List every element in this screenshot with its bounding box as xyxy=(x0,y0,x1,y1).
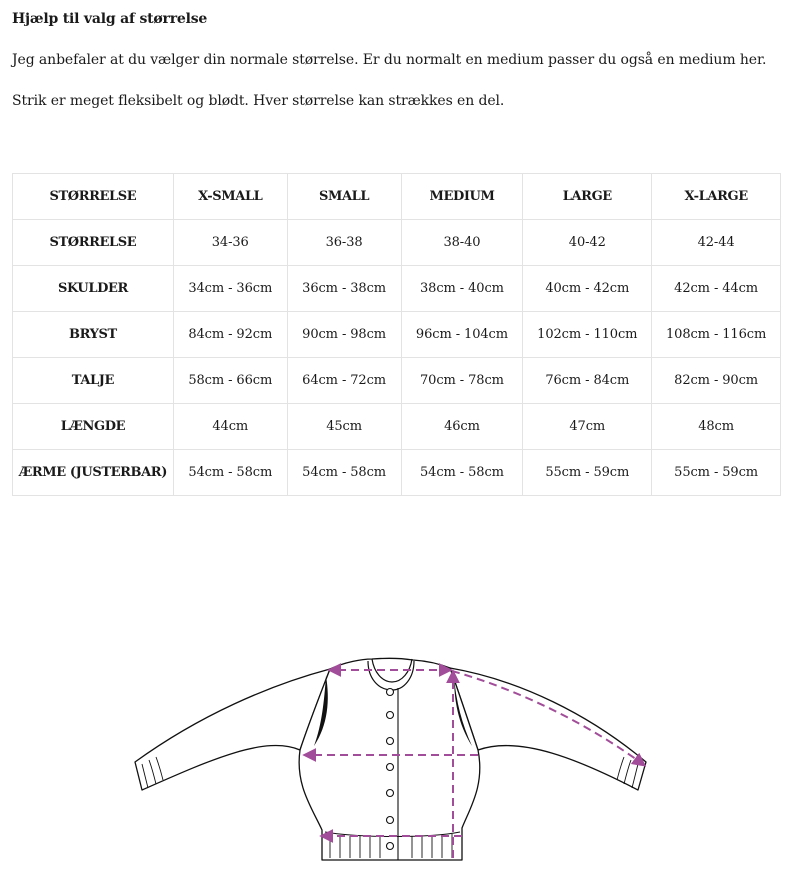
table-cell: 70cm - 78cm xyxy=(401,358,523,404)
table-cell: 40-42 xyxy=(523,220,652,266)
table-cell: 58cm - 66cm xyxy=(173,358,287,404)
table-cell: 34-36 xyxy=(173,220,287,266)
table-cell: 38cm - 40cm xyxy=(401,266,523,312)
table-row xyxy=(13,450,781,496)
table-cell: 34cm - 36cm xyxy=(173,266,287,312)
table-cell: 102cm - 110cm xyxy=(523,312,652,358)
table-cell: 47cm xyxy=(523,404,652,450)
row-label-waist: TALJE xyxy=(13,358,174,404)
table-cell: 64cm - 72cm xyxy=(287,358,401,404)
page-heading: Hjælp til valg af størrelse xyxy=(12,11,208,27)
table-cell: 42cm - 44cm xyxy=(652,266,781,312)
intro-paragraph: Jeg anbefaler at du vælger din normale størrelse. Er du normalt en medium passer du også en medium her. xyxy=(12,52,767,68)
table-cell: 54cm - 58cm xyxy=(173,450,287,496)
table-cell: 76cm - 84cm xyxy=(523,358,652,404)
table-header-row xyxy=(13,174,781,220)
row-label-size: STØRRELSE xyxy=(13,220,174,266)
table-cell: 84cm - 92cm xyxy=(173,312,287,358)
table-cell: 44cm xyxy=(173,404,287,450)
table-row xyxy=(13,266,781,312)
table-cell: 38-40 xyxy=(401,220,523,266)
table-row xyxy=(13,358,781,404)
header-medium: MEDIUM xyxy=(401,174,523,220)
table-cell: 45cm xyxy=(287,404,401,450)
table-cell: 54cm - 58cm xyxy=(287,450,401,496)
stretch-paragraph: Strik er meget fleksibelt og blødt. Hver størrelse kan strækkes en del. xyxy=(12,93,505,109)
header-small: SMALL xyxy=(287,174,401,220)
table-row xyxy=(13,404,781,450)
table-cell: 46cm xyxy=(401,404,523,450)
table-cell: 36cm - 38cm xyxy=(287,266,401,312)
table-cell: 55cm - 59cm xyxy=(523,450,652,496)
table-cell: 90cm - 98cm xyxy=(287,312,401,358)
size-chart-table xyxy=(12,173,781,496)
table-cell: 42-44 xyxy=(652,220,781,266)
cardigan-measurement-diagram xyxy=(0,640,787,883)
table-cell: 48cm xyxy=(652,404,781,450)
table-row xyxy=(13,220,781,266)
table-cell: 40cm - 42cm xyxy=(523,266,652,312)
header-large: LARGE xyxy=(523,174,652,220)
row-label-chest: BRYST xyxy=(13,312,174,358)
header-x-large: X-LARGE xyxy=(652,174,781,220)
row-label-shoulder: SKULDER xyxy=(13,266,174,312)
table-cell: 96cm - 104cm xyxy=(401,312,523,358)
row-label-length: LÆNGDE xyxy=(13,404,174,450)
table-cell: 36-38 xyxy=(287,220,401,266)
table-cell: 54cm - 58cm xyxy=(401,450,523,496)
table-row xyxy=(13,312,781,358)
table-cell: 82cm - 90cm xyxy=(652,358,781,404)
row-label-sleeve: ÆRME (JUSTERBAR) xyxy=(13,450,174,496)
header-x-small: X-SMALL xyxy=(173,174,287,220)
table-cell: 55cm - 59cm xyxy=(652,450,781,496)
header-size-label: STØRRELSE xyxy=(13,174,174,220)
table-cell: 108cm - 116cm xyxy=(652,312,781,358)
